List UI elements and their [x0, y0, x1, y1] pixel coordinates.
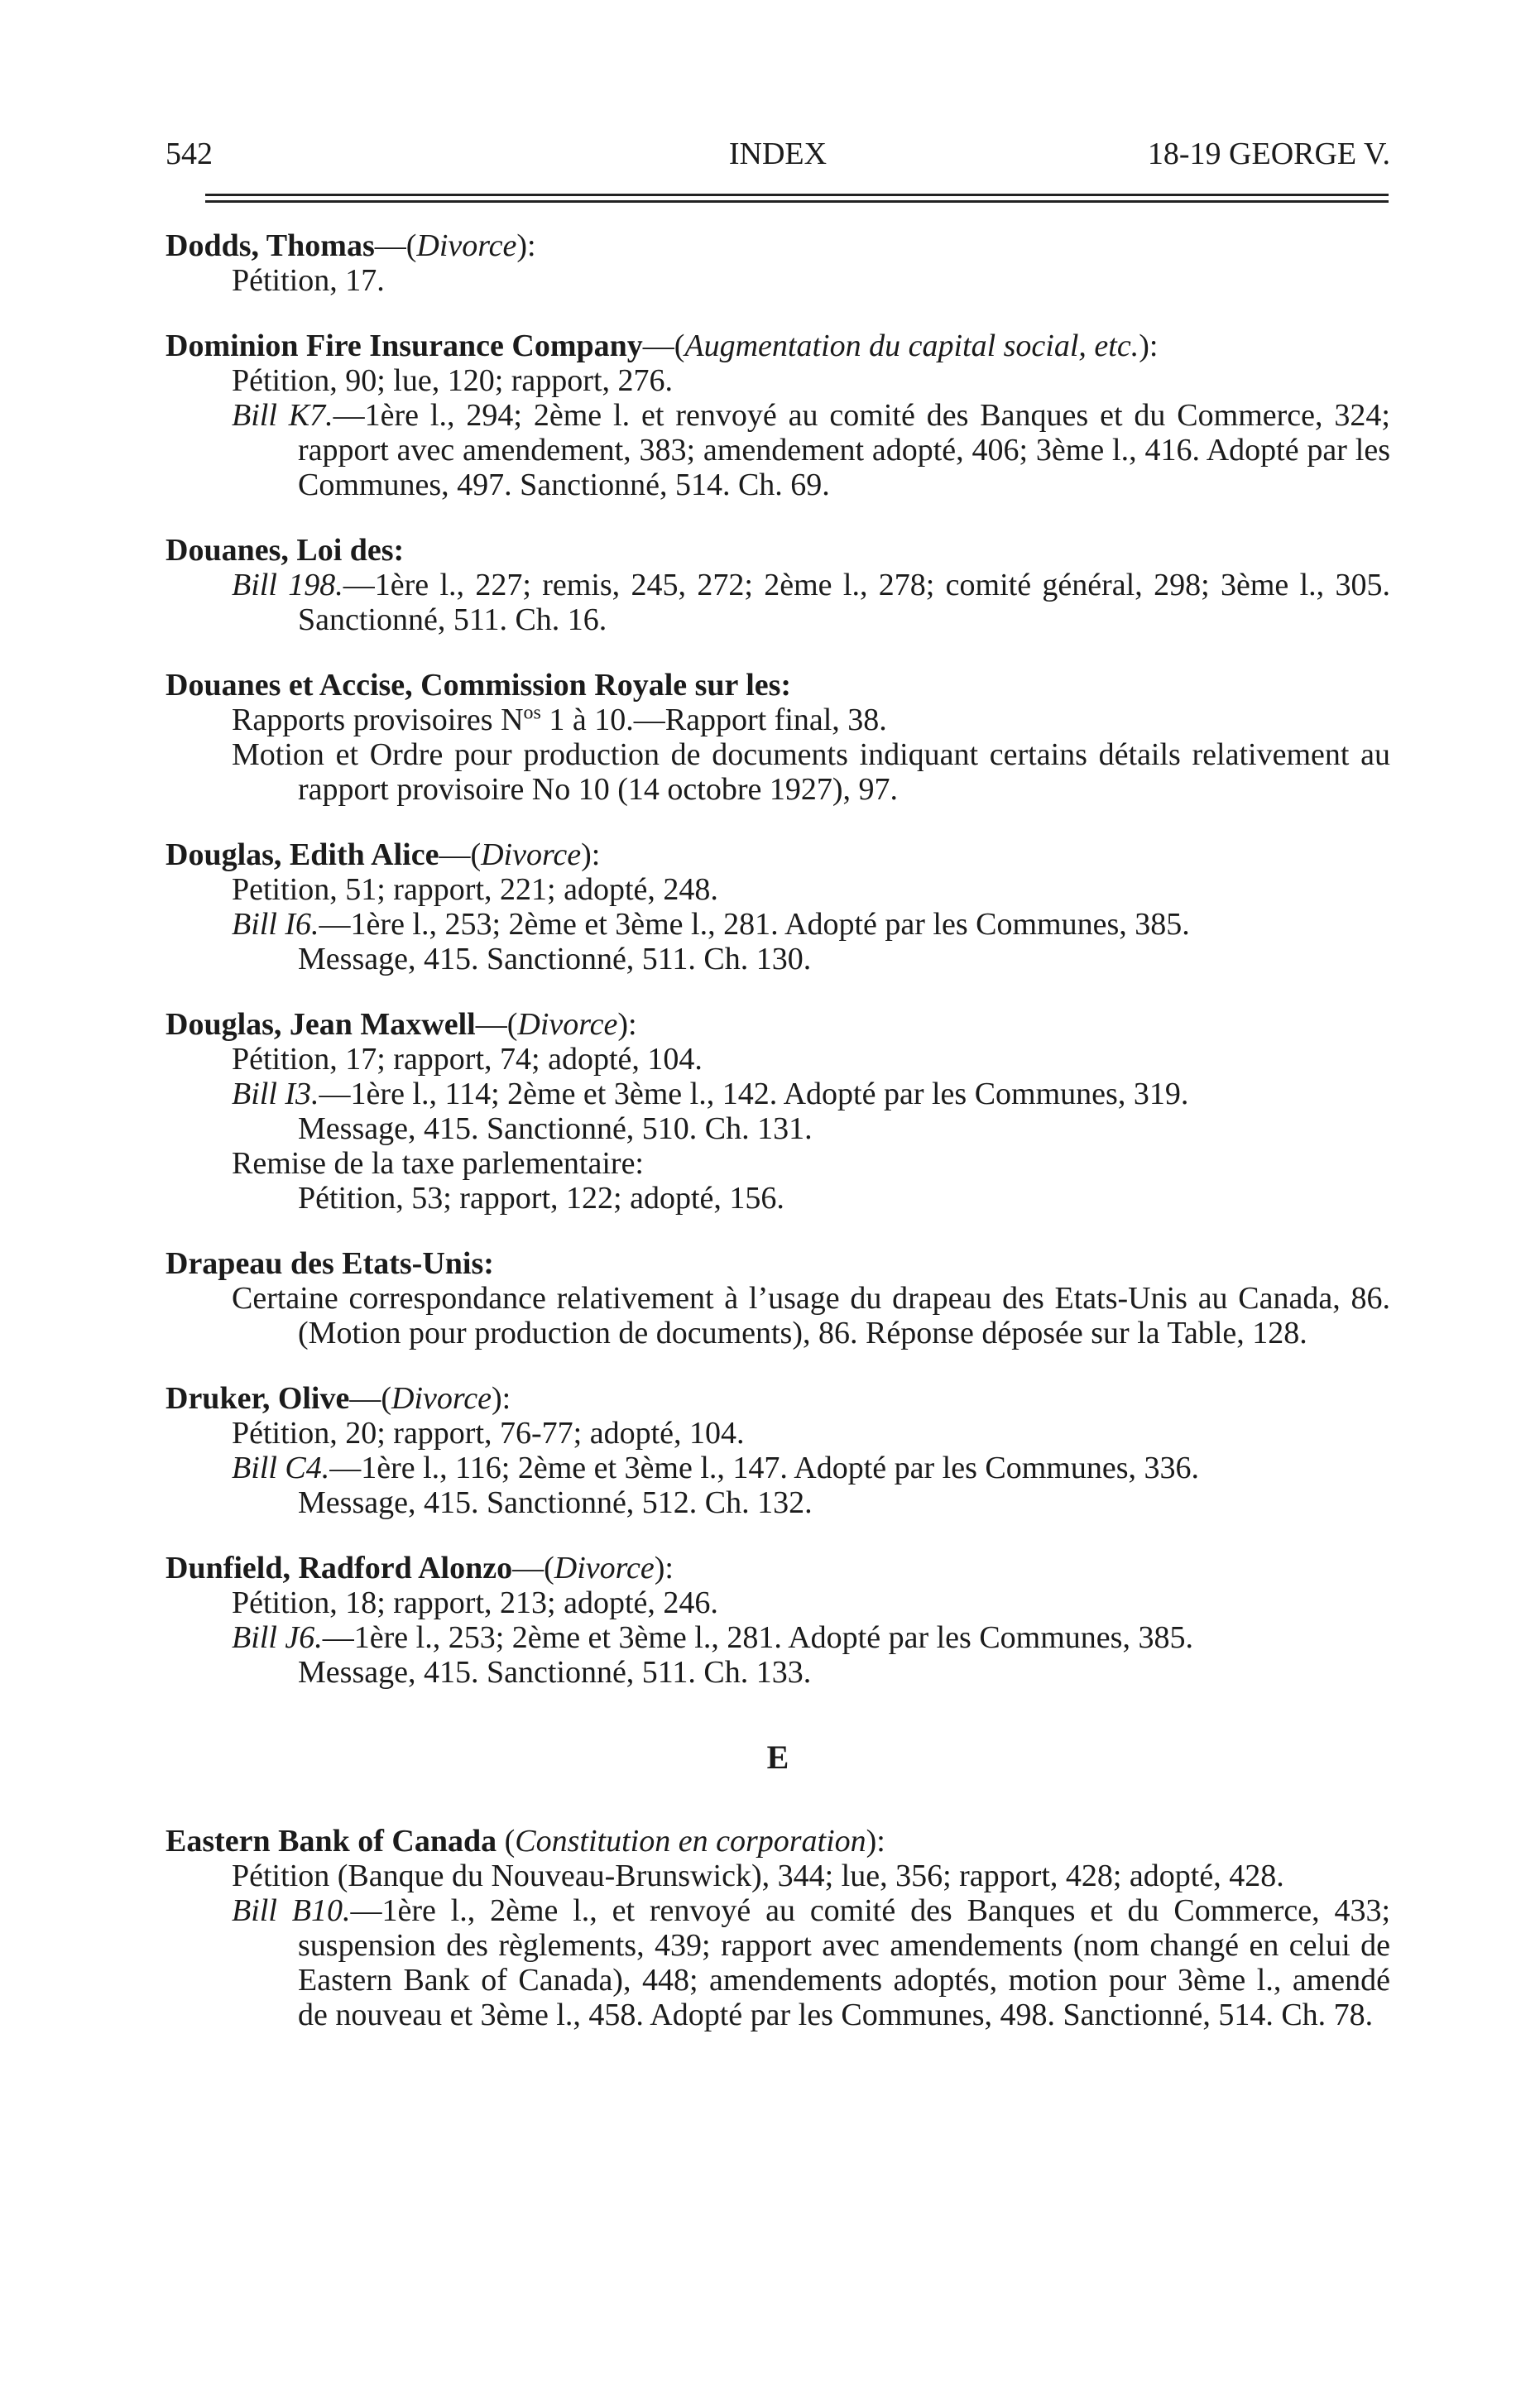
entry-heading: Eastern Bank of Canada (Constitution en corporation): [166, 1824, 885, 1859]
entry-line: Message, 415. Sanctionné, 511. Ch. 130. [298, 942, 812, 976]
running-header [166, 132, 1390, 175]
index-entry-douanes-loi [166, 533, 1390, 637]
index-content [166, 228, 1390, 2063]
entry-bill-line: Bill K7.—1ère l., 294; 2ème l. et renvoyé au comité des Banques et du Commerce, 324; rapport avec amendement, 383; amendement adopté, 406; 3ème l., 416. Adopté par les Communes, 497. Sanctionné, 514. Ch. 69. [232, 398, 1390, 502]
entry-heading: Druker, Olive—(Divorce): [166, 1381, 511, 1416]
entry-bill-line: Bill I6.—1ère l., 253; 2ème et 3ème l., 281. Adopté par les Communes, 385. [232, 907, 1190, 942]
index-entry-douanes-accise [166, 668, 1390, 807]
entry-line: Certaine correspondance relativement à l’usage du drapeau des Etats-Unis au Canada, 86. (Motion pour production de documents), 86. Réponse déposée sur la Table, 128. [232, 1281, 1390, 1350]
entry-bill-line: Bill 198.—1ère l., 227; remis, 245, 272; 2ème l., 278; comité général, 298; 3ème l., 305. Sanctionné, 511. Ch. 16. [232, 568, 1390, 637]
entry-line: Pétition, 90; lue, 120; rapport, 276. [232, 363, 674, 398]
session-label: 18-19 GEORGE V. [1147, 137, 1390, 171]
entry-heading: Douanes et Accise, Commission Royale sur les: [166, 668, 792, 703]
entry-heading: Douanes, Loi des: [166, 533, 405, 568]
entry-line: Pétition, 17. [232, 263, 385, 298]
entry-bill-line: Bill B10.—1ère l., 2ème l., et renvoyé au comité des Banques et du Commerce, 433; suspension des règlements, 439; rapport avec amendements (nom changé en celui de Eastern Bank of Canada), 448; amendements adoptés, motion pour 3ème l., amendé de nouveau et 3ème l., 458. Adopté par les Communes, 498. Sanctionné, 514. Ch. 78. [232, 1893, 1390, 2032]
entry-heading: Drapeau des Etats-Unis: [166, 1246, 494, 1281]
entry-line: Rapports provisoires $N^{os}$ 1 à 10.—Rapport final, 38. [232, 702, 887, 737]
index-entry-douglas-edith [166, 837, 1390, 976]
index-entry-druker [166, 1381, 1390, 1520]
page-title: INDEX [728, 137, 828, 171]
entry-heading: Dominion Fire Insurance Company—(Augmentation du capital social, etc.): [166, 329, 1159, 363]
index-entry-eastern-bank [166, 1824, 1390, 2032]
entry-bill-line: Bill J6.—1ère l., 253; 2ème et 3ème l., 281. Adopté par les Communes, 385. [232, 1620, 1193, 1655]
entry-line: Motion et Ordre pour production de documents indiquant certains détails relativement au rapport provisoire No 10 (14 octobre 1927), 97. [232, 737, 1390, 807]
entry-subheading: Remise de la taxe parlementaire: [232, 1146, 644, 1181]
entry-heading: Dodds, Thomas—(Divorce): [166, 228, 536, 263]
entry-line: Pétition, 53; rapport, 122; adopté, 156. [298, 1181, 784, 1216]
entry-heading: Douglas, Jean Maxwell—(Divorce): [166, 1007, 637, 1042]
entry-line: Message, 415. Sanctionné, 510. Ch. 131. [298, 1111, 813, 1146]
entry-heading: Douglas, Edith Alice—(Divorce): [166, 837, 601, 872]
entry-line: Message, 415. Sanctionné, 511. Ch. 133. [298, 1655, 812, 1690]
index-entry-dominion-fire [166, 329, 1390, 502]
index-entry-douglas-jean [166, 1007, 1390, 1216]
entry-heading: Dunfield, Radford Alonzo—(Divorce): [166, 1551, 674, 1585]
index-entry-drapeau [166, 1246, 1390, 1350]
entry-line: Message, 415. Sanctionné, 512. Ch. 132. [298, 1485, 813, 1520]
entry-bill-line: Bill C4.—1ère l., 116; 2ème et 3ème l., 147. Adopté par les Communes, 336. [232, 1451, 1200, 1485]
header-rule-top [205, 194, 1389, 196]
section-letter: E [766, 1739, 789, 1776]
entry-line: Pétition, 20; rapport, 76-77; adopté, 104. [232, 1416, 745, 1451]
entry-line: Petition, 51; rapport, 221; adopté, 248. [232, 872, 718, 907]
index-entry-dodds [166, 228, 1390, 298]
entry-line: Pétition, 17; rapport, 74; adopté, 104. [232, 1042, 703, 1077]
index-entry-dunfield [166, 1551, 1390, 1690]
header-rule-bottom [205, 200, 1389, 203]
entry-bill-line: Bill I3.—1ère l., 114; 2ème et 3ème l., 142. Adopté par les Communes, 319. [232, 1077, 1189, 1111]
entry-line: Pétition, 18; rapport, 213; adopté, 246. [232, 1585, 718, 1620]
page-number: 542 [166, 137, 213, 171]
entry-line: Pétition (Banque du Nouveau-Brunswick), 344; lue, 356; rapport, 428; adopté, 428. [232, 1859, 1284, 1893]
